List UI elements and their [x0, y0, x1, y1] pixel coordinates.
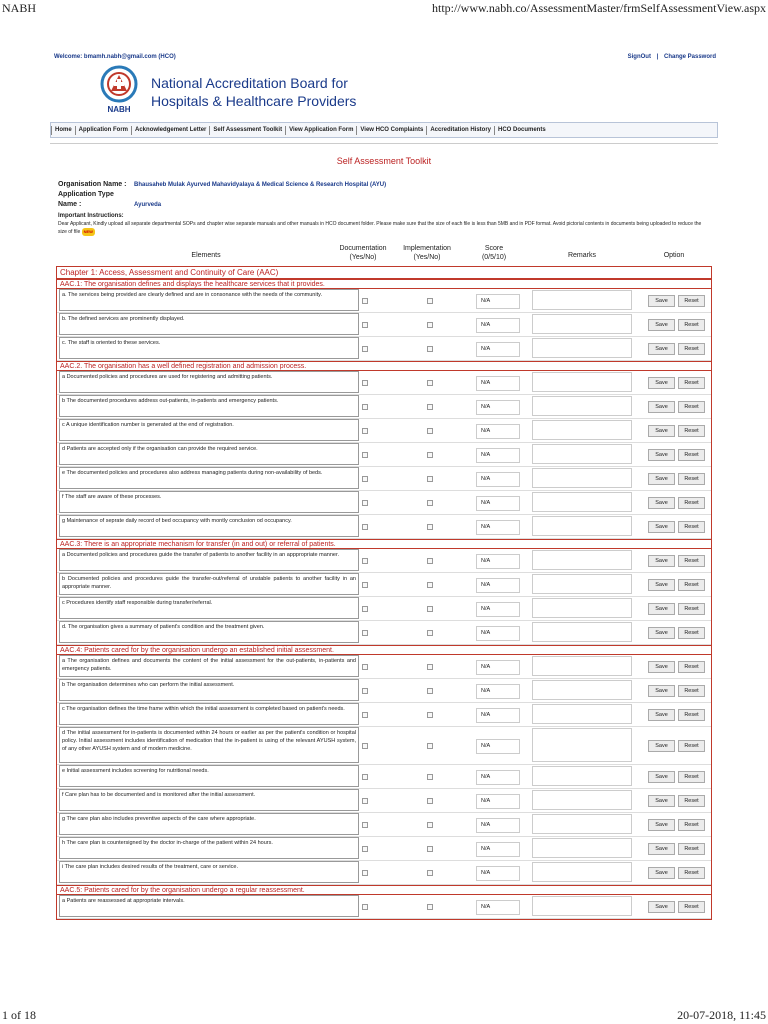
instructions-heading: Important Instructions:: [58, 213, 124, 219]
implementation-checkbox[interactable]: [427, 582, 433, 588]
implementation-checkbox[interactable]: [427, 298, 433, 304]
remarks-input[interactable]: [532, 598, 632, 618]
save-button[interactable]: Save: [648, 843, 675, 855]
col-option: Option: [663, 252, 685, 259]
save-button[interactable]: Save: [648, 555, 675, 567]
save-button[interactable]: Save: [648, 343, 675, 355]
save-button[interactable]: Save: [648, 795, 675, 807]
documentation-checkbox[interactable]: [362, 476, 368, 482]
reset-button[interactable]: Reset: [678, 449, 705, 461]
element-text: e The documented policies and procedures also address managing patients during non-availability of beds.: [59, 467, 359, 489]
org-name-value: Bhausaheb Mulak Ayurved Mahavidyalaya & Medical Science & Research Hospital (AYU): [134, 182, 387, 188]
nav-item[interactable]: HCO Documents: [494, 126, 549, 135]
brand-title: [151, 74, 356, 110]
element-text: c A unique identification number is generated at the end of registration.: [59, 419, 359, 441]
print-footer: [0, 1006, 768, 1024]
logo-text: NABH: [107, 105, 131, 114]
nav-item[interactable]: Home: [51, 126, 75, 135]
remarks-input[interactable]: [532, 372, 632, 392]
table-row: [57, 703, 711, 727]
save-button[interactable]: Save: [648, 521, 675, 533]
score-select[interactable]: N/A: [476, 770, 520, 785]
table-row: [57, 655, 711, 679]
table-row: [57, 419, 711, 443]
instructions-text: Dear Applicant, Kindly upload all separate departmental SOPs and chapter wise separate manuals and other manuals in HCO document folder. Please make sure that the size of each file is less than 5MB and in PDF format. Avoid pictorial contents in documents being uploaded to reduce the size of file: [58, 221, 702, 235]
documentation-checkbox[interactable]: [362, 582, 368, 588]
save-button[interactable]: Save: [648, 401, 675, 413]
documentation-checkbox[interactable]: [362, 870, 368, 876]
implementation-checkbox[interactable]: [427, 798, 433, 804]
remarks-input[interactable]: [532, 862, 632, 882]
reset-button[interactable]: Reset: [678, 401, 705, 413]
element-text: a The organisation defines and documents the content of the initial assessment for the out-patients, in-patients and emergency patients.: [59, 655, 359, 677]
save-button[interactable]: Save: [648, 740, 675, 752]
reset-button[interactable]: Reset: [678, 795, 705, 807]
element-text: c. The staff is oriented to these services.: [59, 337, 359, 359]
implementation-checkbox[interactable]: [427, 428, 433, 434]
table-row: [57, 515, 711, 539]
account-links: [624, 54, 716, 60]
print-datetime: 20-07-2018, 11:45: [677, 1008, 766, 1022]
score-select[interactable]: N/A: [476, 626, 520, 641]
element-text: b The documented procedures address out-patients, in-patients and emergency patients.: [59, 395, 359, 417]
table-header: [56, 244, 712, 266]
remarks-input[interactable]: [532, 516, 632, 536]
nav-item[interactable]: View Application Form: [285, 126, 356, 135]
implementation-checkbox[interactable]: [427, 743, 433, 749]
table-row: [57, 549, 711, 573]
table-row: [57, 895, 711, 919]
element-text: a Documented policies and procedures guide the transfer of patients to another facility in an apppropriate manner.: [59, 549, 359, 571]
element-text: a Patients are reassessed at appropriate intervals.: [59, 895, 359, 917]
brand-line-1: National Accreditation Board for: [151, 75, 348, 91]
documentation-checkbox[interactable]: [362, 798, 368, 804]
score-select[interactable]: N/A: [476, 496, 520, 511]
score-select[interactable]: N/A: [476, 376, 520, 391]
element-text: e Initial assessment includes screening for nutritional needs.: [59, 765, 359, 787]
table-row: [57, 727, 711, 765]
element-text: i The care plan includes desired results of the treatment, care or service.: [59, 861, 359, 883]
documentation-checkbox[interactable]: [362, 298, 368, 304]
element-text: d. The organisation gives a summary of patient's condition and the treatment given.: [59, 621, 359, 643]
documentation-checkbox[interactable]: [362, 904, 368, 910]
remarks-input[interactable]: [532, 314, 632, 334]
page-count: 1 of 18: [2, 1008, 36, 1022]
documentation-checkbox[interactable]: [362, 322, 368, 328]
remarks-input[interactable]: [532, 814, 632, 834]
score-select[interactable]: N/A: [476, 866, 520, 881]
nabh-logo: [96, 64, 142, 116]
documentation-checkbox[interactable]: [362, 346, 368, 352]
remarks-input[interactable]: [532, 766, 632, 786]
element-text: g Maintenance of seprate daily record of bed occupancy with montly conclusion od occupancy.: [59, 515, 359, 537]
reset-button[interactable]: Reset: [678, 901, 705, 913]
remarks-input[interactable]: [532, 728, 632, 762]
element-text: c Procedures identify staff responsible during transfer/referral.: [59, 597, 359, 619]
org-name-label: Organisation Name :: [58, 181, 127, 188]
standard-heading: AAC.5: Patients cared for by the organisation undergo a regular reassessment.: [57, 885, 711, 895]
page-title: Self Assessment Toolkit: [336, 156, 432, 166]
remarks-input[interactable]: [532, 680, 632, 700]
table-row: [57, 443, 711, 467]
standard-heading: AAC.1: The organisation defines and displays the healthcare services that it provides.: [57, 279, 711, 289]
standard-heading: AAC.3: There is an appropriate mechanism for transfer (in and out) or referral of patients.: [57, 539, 711, 549]
save-button[interactable]: Save: [648, 867, 675, 879]
save-button[interactable]: Save: [648, 377, 675, 389]
reset-button[interactable]: Reset: [678, 579, 705, 591]
remarks-input[interactable]: [532, 656, 632, 676]
implementation-checkbox[interactable]: [427, 346, 433, 352]
implementation-checkbox[interactable]: [427, 822, 433, 828]
table-row: [57, 337, 711, 361]
implementation-checkbox[interactable]: [427, 452, 433, 458]
score-select[interactable]: N/A: [476, 684, 520, 699]
implementation-checkbox[interactable]: [427, 606, 433, 612]
reset-button[interactable]: Reset: [678, 843, 705, 855]
table-row: [57, 371, 711, 395]
welcome-text: Welcome: bmamh.nabh@gmail.com (HCO): [54, 54, 176, 60]
save-button[interactable]: Save: [648, 819, 675, 831]
save-button[interactable]: Save: [648, 709, 675, 721]
table-row: [57, 789, 711, 813]
score-select[interactable]: N/A: [476, 660, 520, 675]
score-select[interactable]: N/A: [476, 400, 520, 415]
table-row: [57, 621, 711, 645]
reset-button[interactable]: Reset: [678, 521, 705, 533]
link-separator: |: [656, 54, 659, 60]
implementation-checkbox[interactable]: [427, 524, 433, 530]
score-select[interactable]: N/A: [476, 900, 520, 915]
table-row: [57, 313, 711, 337]
documentation-checkbox[interactable]: [362, 404, 368, 410]
print-title: NABH: [2, 1, 37, 15]
element-text: f The staff are aware of these processes.: [59, 491, 359, 513]
documentation-checkbox[interactable]: [362, 688, 368, 694]
table-row: [57, 679, 711, 703]
standard-heading: AAC.2. The organisation has a well defined registration and admission process.: [57, 361, 711, 371]
signout-link[interactable]: SignOut: [627, 54, 651, 60]
element-text: b. The defined services are prominently displayed.: [59, 313, 359, 335]
save-button[interactable]: Save: [648, 579, 675, 591]
col-documentation: Documentation (Yes/No): [339, 245, 387, 261]
documentation-checkbox[interactable]: [362, 743, 368, 749]
implementation-checkbox[interactable]: [427, 774, 433, 780]
element-text: b Documented policies and procedures guide the transfer-out/referral of unstable patients to another facility in an appropriate manner.: [59, 573, 359, 595]
element-text: a. The services being provided are clearly defined and are in consonance with the needs of the community.: [59, 289, 359, 311]
table-row: [57, 491, 711, 515]
documentation-checkbox[interactable]: [362, 664, 368, 670]
documentation-checkbox[interactable]: [362, 630, 368, 636]
implementation-checkbox[interactable]: [427, 630, 433, 636]
col-elements: Elements: [191, 252, 221, 259]
documentation-checkbox[interactable]: [362, 606, 368, 612]
save-button[interactable]: Save: [648, 449, 675, 461]
remarks-input[interactable]: [532, 492, 632, 512]
documentation-checkbox[interactable]: [362, 712, 368, 718]
remarks-input[interactable]: [532, 622, 632, 642]
new-badge: NEW: [83, 229, 93, 234]
save-button[interactable]: Save: [648, 603, 675, 615]
documentation-checkbox[interactable]: [362, 822, 368, 828]
col-remarks: Remarks: [567, 252, 596, 259]
remarks-input[interactable]: [532, 574, 632, 594]
documentation-checkbox[interactable]: [362, 452, 368, 458]
reset-button[interactable]: Reset: [678, 377, 705, 389]
reset-button[interactable]: Reset: [678, 497, 705, 509]
app-type-value: Ayurveda: [134, 202, 162, 208]
remarks-input[interactable]: [532, 468, 632, 488]
app-type-label: Application Type Name :: [58, 191, 114, 208]
reset-button[interactable]: Reset: [678, 555, 705, 567]
nav-item[interactable]: Application Form: [75, 126, 131, 135]
documentation-checkbox[interactable]: [362, 380, 368, 386]
save-button[interactable]: Save: [648, 627, 675, 639]
main-nav: [50, 122, 718, 138]
save-button[interactable]: Save: [648, 771, 675, 783]
implementation-checkbox[interactable]: [427, 688, 433, 694]
implementation-checkbox[interactable]: [427, 476, 433, 482]
remarks-input[interactable]: [532, 444, 632, 464]
score-select[interactable]: N/A: [476, 294, 520, 309]
org-info: [58, 180, 386, 210]
nav-item[interactable]: View HCO Complaints: [356, 126, 426, 135]
documentation-checkbox[interactable]: [362, 774, 368, 780]
documentation-checkbox[interactable]: [362, 524, 368, 530]
print-header: [0, 0, 768, 16]
score-select[interactable]: N/A: [476, 318, 520, 333]
save-button[interactable]: Save: [648, 425, 675, 437]
remarks-input[interactable]: [532, 420, 632, 440]
save-button[interactable]: Save: [648, 901, 675, 913]
nav-item[interactable]: Acknowledgement Letter: [131, 126, 209, 135]
score-select[interactable]: N/A: [476, 342, 520, 357]
score-select[interactable]: N/A: [476, 472, 520, 487]
table-row: [57, 813, 711, 837]
remarks-input[interactable]: [532, 338, 632, 358]
element-text: d Patients are accepted only if the organisation can provide the required service.: [59, 443, 359, 465]
documentation-checkbox[interactable]: [362, 428, 368, 434]
score-select[interactable]: N/A: [476, 554, 520, 569]
score-select[interactable]: N/A: [476, 818, 520, 833]
save-button[interactable]: Save: [648, 661, 675, 673]
reset-button[interactable]: Reset: [678, 627, 705, 639]
implementation-checkbox[interactable]: [427, 558, 433, 564]
instructions: [58, 212, 710, 236]
table-row: [57, 597, 711, 621]
table-row: [57, 289, 711, 313]
remarks-input[interactable]: [532, 396, 632, 416]
element-text: b The organisation determines who can perform the initial assessment.: [59, 679, 359, 701]
element-text: g The care plan also includes preventive aspects of the care where appropriate.: [59, 813, 359, 835]
remarks-input[interactable]: [532, 290, 632, 310]
implementation-checkbox[interactable]: [427, 322, 433, 328]
implementation-checkbox[interactable]: [427, 380, 433, 386]
reset-button[interactable]: Reset: [678, 685, 705, 697]
chapter-heading: Chapter 1: Access, Assessment and Continuity of Care (AAC): [57, 267, 711, 279]
score-select[interactable]: N/A: [476, 602, 520, 617]
remarks-input[interactable]: [532, 550, 632, 570]
print-url: http://www.nabh.co/AssessmentMaster/frmSelfAssessmentView.aspx: [431, 1, 766, 15]
remarks-input[interactable]: [532, 704, 632, 724]
documentation-checkbox[interactable]: [362, 500, 368, 506]
score-select[interactable]: N/A: [476, 842, 520, 857]
reset-button[interactable]: Reset: [678, 661, 705, 673]
save-button[interactable]: Save: [648, 295, 675, 307]
score-select[interactable]: N/A: [476, 794, 520, 809]
element-text: c The organisation defines the time frame within which the initial assessment is completed based on patient's needs.: [59, 703, 359, 725]
table-row: [57, 467, 711, 491]
element-text: d The initial assessment for in-patients is documented within 24 hours or earlier as per the patient's condition or hospital policy. Initial assessment includes identification of medication that the in-patient is using of the relevant AYUSH system, of any other AYUSH system and of modern medicine.: [59, 727, 359, 763]
implementation-checkbox[interactable]: [427, 500, 433, 506]
implementation-checkbox[interactable]: [427, 404, 433, 410]
remarks-input[interactable]: [532, 896, 632, 916]
reset-button[interactable]: Reset: [678, 295, 705, 307]
implementation-checkbox[interactable]: [427, 846, 433, 852]
table-row: [57, 837, 711, 861]
brand-line-2: Hospitals & Healthcare Providers: [151, 93, 357, 109]
standard-heading: AAC.4: Patients cared for by the organisation undergo an established initial assessment.: [57, 645, 711, 655]
reset-button[interactable]: Reset: [678, 425, 705, 437]
col-score: Score (0/5/10): [481, 245, 507, 261]
implementation-checkbox[interactable]: [427, 904, 433, 910]
reset-button[interactable]: Reset: [678, 867, 705, 879]
remarks-input[interactable]: [532, 790, 632, 810]
reset-button[interactable]: Reset: [678, 319, 705, 331]
score-select[interactable]: N/A: [476, 708, 520, 723]
remarks-input[interactable]: [532, 838, 632, 858]
table-row: [57, 861, 711, 885]
score-select[interactable]: N/A: [476, 424, 520, 439]
implementation-checkbox[interactable]: [427, 664, 433, 670]
nav-item[interactable]: Self Assessment Toolkit: [209, 126, 285, 135]
table-row: [57, 395, 711, 419]
nav-item[interactable]: Accreditation History: [426, 126, 494, 135]
save-button[interactable]: Save: [648, 685, 675, 697]
change-password-link[interactable]: Change Password: [663, 54, 716, 60]
element-text: h The care plan is countersigned by the doctor in-charge of the patient within 24 hours.: [59, 837, 359, 859]
score-select[interactable]: N/A: [476, 739, 520, 754]
reset-button[interactable]: Reset: [678, 819, 705, 831]
reset-button[interactable]: Reset: [678, 709, 705, 721]
assessment-table: [56, 266, 712, 920]
table-row: [57, 573, 711, 597]
reset-button[interactable]: Reset: [678, 473, 705, 485]
save-button[interactable]: Save: [648, 319, 675, 331]
reset-button[interactable]: Reset: [678, 740, 705, 752]
col-implementation: Implementation (Yes/No): [403, 245, 451, 261]
reset-button[interactable]: Reset: [678, 771, 705, 783]
save-button[interactable]: Save: [648, 497, 675, 509]
reset-button[interactable]: Reset: [678, 603, 705, 615]
documentation-checkbox[interactable]: [362, 846, 368, 852]
reset-button[interactable]: Reset: [678, 343, 705, 355]
table-row: [57, 765, 711, 789]
divider: [50, 143, 718, 144]
implementation-checkbox[interactable]: [427, 870, 433, 876]
implementation-checkbox[interactable]: [427, 712, 433, 718]
score-select[interactable]: N/A: [476, 578, 520, 593]
element-text: a Documented policies and procedures are used for registering and admitting patients.: [59, 371, 359, 393]
element-text: f Care plan has to be documented and is monitored after the initial assessment.: [59, 789, 359, 811]
score-select[interactable]: N/A: [476, 520, 520, 535]
score-select[interactable]: N/A: [476, 448, 520, 463]
documentation-checkbox[interactable]: [362, 558, 368, 564]
save-button[interactable]: Save: [648, 473, 675, 485]
